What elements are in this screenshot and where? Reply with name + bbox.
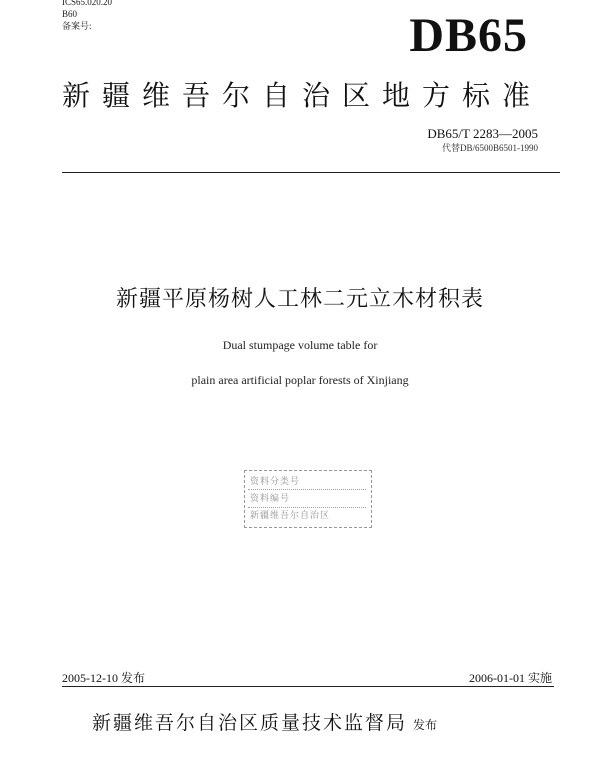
stamp-line-2: 资料编号: [250, 494, 291, 504]
header-divider: [62, 172, 560, 173]
footer-divider: [62, 686, 554, 687]
standard-code-block: [427, 126, 538, 154]
implementation-date: 2006-01-01 实施: [469, 671, 552, 685]
ccs-code: B60: [62, 9, 78, 19]
replaces-note: 代替DB/6500B6501-1990: [441, 143, 538, 153]
stamp-line-1: 资料分类号: [250, 477, 301, 487]
standard-logo: DB65: [409, 9, 528, 62]
archive-stamp: [244, 470, 374, 530]
stamp-text: [250, 474, 330, 525]
issuer-suffix: 发布: [413, 718, 438, 732]
ics-code: ICS65.020.20: [62, 0, 113, 7]
issuing-authority: [92, 708, 437, 735]
issuer-name: 新疆维吾尔自治区质量技术监督局: [92, 712, 408, 734]
standard-type-heading: 新疆维吾尔自治区地方标准: [62, 79, 543, 112]
document-title-english-line1: Dual stumpage volume table for: [222, 338, 378, 352]
stamp-line-3: 新疆维吾尔自治区: [250, 511, 331, 521]
filing-number-label: 备案号:: [62, 21, 92, 31]
document-title-english-line2: plain area artificial poplar forests of Xinjiang: [191, 373, 409, 387]
issue-date: 2005-12-10 发布: [62, 671, 145, 685]
document-title-chinese: 新疆平原杨树人工林二元立木材积表: [115, 287, 484, 312]
standard-number: DB65/T 2283—2005: [427, 126, 538, 141]
classification-block: [62, 0, 112, 32]
